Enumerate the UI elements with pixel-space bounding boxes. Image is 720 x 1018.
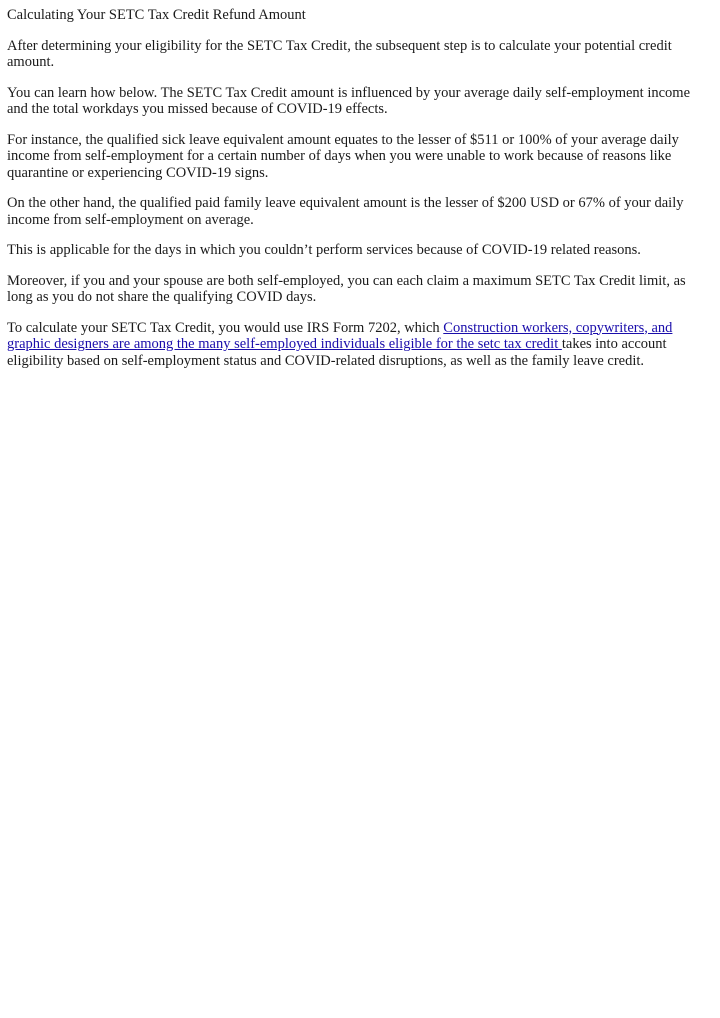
form-7202-text-after-link: takes into account eligibility based on self-employment status and COVID-related disruptions, as well as the family leave credit. — [7, 336, 667, 369]
form-7202-text-before-link: To calculate your SETC Tax Credit, you would use IRS Form 7202, which — [7, 319, 444, 336]
paragraph-applicable-days: This is applicable for the days in which you couldn’t perform services because of COVID-19 related reasons. — [7, 242, 641, 258]
paragraph-form-7202 — [7, 320, 696, 370]
page-title: Calculating Your SETC Tax Credit Refund Amount — [7, 7, 306, 23]
paragraph-eligibility: After determining your eligibility for the SETC Tax Credit, the subsequent step is to calculate your potential credit amount. — [7, 37, 672, 70]
eligible-individuals-link[interactable]: Construction workers, copywriters, and graphic designers are among the many self-employed individuals eligible for the setc tax credit — [7, 319, 673, 352]
paragraph-sick-leave: For instance, the qualified sick leave equivalent amount equates to the lesser of $511 or 100% of your average daily income from self-employment for a certain number of days when you were unable to work because of reasons like quarantine or experiencing COVID-19 signs. — [7, 131, 679, 181]
paragraph-learn-how: You can learn how below. The SETC Tax Credit amount is influenced by your average daily self-employment income and the total workdays you missed because of COVID-19 effects. — [7, 84, 691, 117]
paragraph-spouse: Moreover, if you and your spouse are both self-employed, you can each claim a maximum SETC Tax Credit limit, as long as you do not share the qualifying COVID days. — [7, 272, 686, 305]
paragraph-family-leave: On the other hand, the qualified paid family leave equivalent amount is the lesser of $200 USD or 67% of your daily income from self-employment on average. — [7, 195, 684, 228]
